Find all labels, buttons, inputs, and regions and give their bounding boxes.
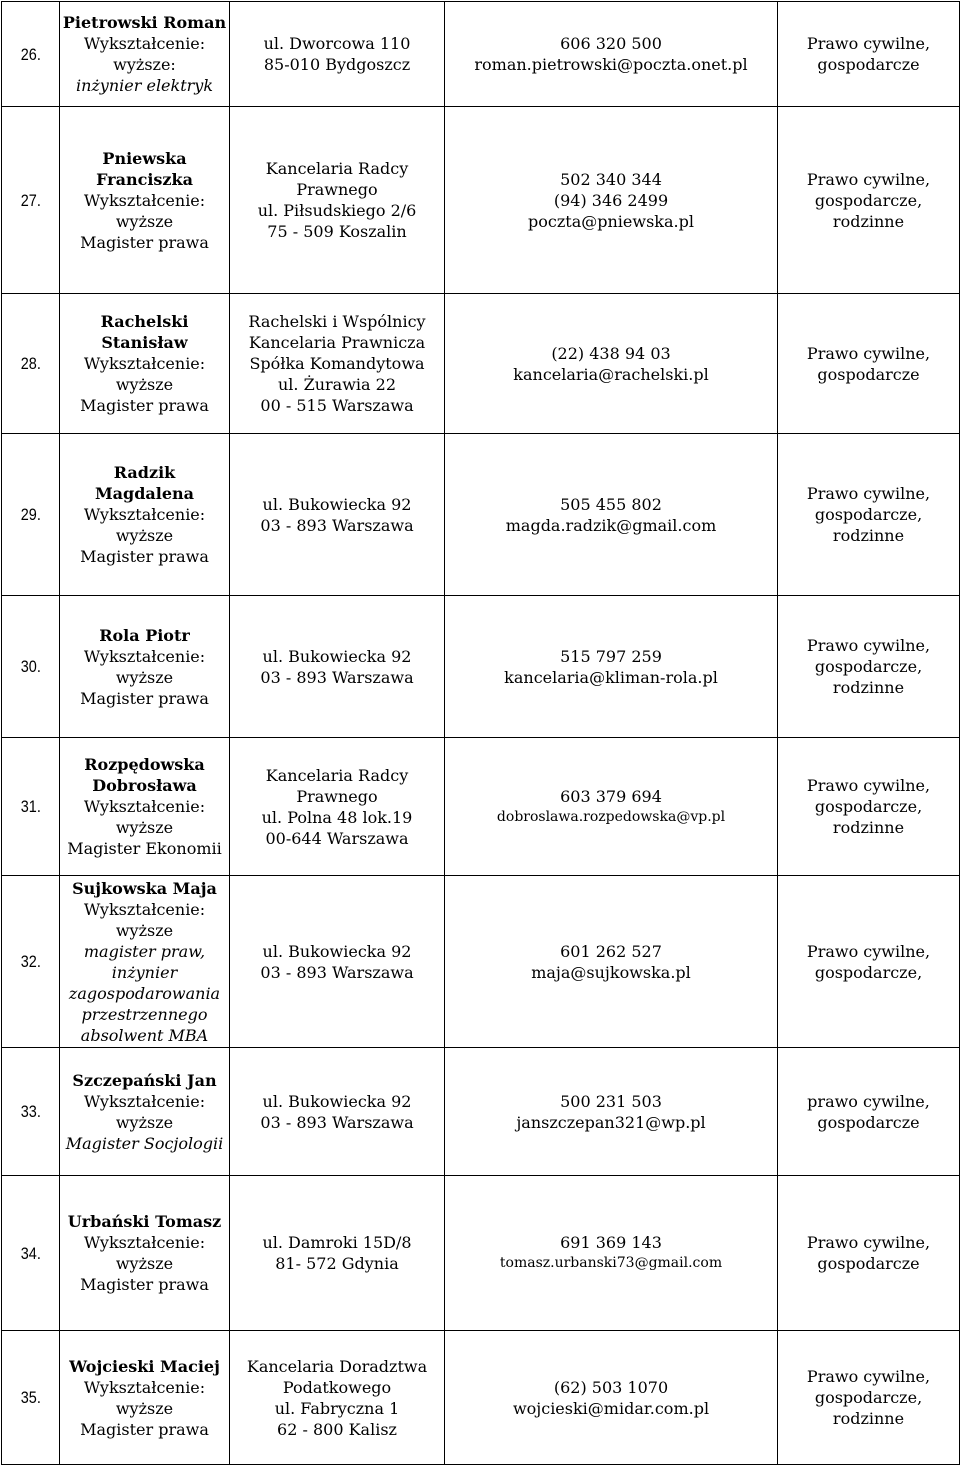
row-number-cell <box>2 876 60 1048</box>
person-cell <box>60 107 230 294</box>
person-cell <box>60 2 230 107</box>
education-label: Wykształcenie: <box>83 34 206 53</box>
specialization-cell <box>778 107 960 294</box>
degree: Magister Ekonomii <box>67 839 222 858</box>
contact-cell <box>445 876 778 1048</box>
person-cell <box>60 1048 230 1176</box>
specialization-cell <box>778 738 960 876</box>
degree: inżynier elektryk <box>75 76 214 95</box>
contact-cell <box>445 596 778 738</box>
degree-line: absolwent MBA <box>80 1025 209 1045</box>
row-number: 27. <box>20 190 41 210</box>
address-line: 03 - 893 Warszawa <box>260 962 414 982</box>
email-address: poczta@pniewska.pl <box>528 211 694 231</box>
address-line: ul. Damroki 15D/8 <box>262 1233 412 1252</box>
row-number: 33. <box>20 1102 41 1121</box>
address-line: Kancelaria Doradztwa <box>246 1356 428 1376</box>
specialization-line: gospodarcze, <box>814 1388 923 1407</box>
education-label: Wykształcenie: <box>83 1233 206 1252</box>
table-row <box>2 1048 960 1176</box>
row-number: 31. <box>20 797 41 816</box>
degree: Magister prawa <box>80 396 209 415</box>
education-label: Wykształcenie: <box>83 646 206 666</box>
specialization-cell <box>778 294 960 434</box>
row-number: 35. <box>20 1388 41 1407</box>
address-line: Kancelaria Prawnicza <box>248 333 426 352</box>
degree: Magister Socjologii <box>65 1133 224 1153</box>
specialization-line: Prawo cywilne, <box>806 636 931 655</box>
specialization-line: gospodarcze <box>817 364 920 384</box>
specialization-line: Prawo cywilne, <box>806 941 931 961</box>
address-line: 00-644 Warszawa <box>265 828 409 848</box>
address-line: ul. Bukowiecka 92 <box>262 646 412 666</box>
specialization-cell <box>778 1048 960 1176</box>
row-number: 32. <box>20 952 41 971</box>
row-number-cell <box>2 738 60 876</box>
education-label: wyższe <box>115 375 174 394</box>
specialization-line: rodzinne <box>832 818 905 837</box>
email-address: roman.pietrowski@poczta.onet.pl <box>474 55 748 74</box>
address-cell <box>230 738 445 876</box>
person-name: Radzik Magdalena <box>94 463 195 503</box>
contact-cell <box>445 2 778 107</box>
degree-line: zagospodarowania <box>68 983 221 1003</box>
specialization-line: rodzinne <box>832 526 905 545</box>
specialization-cell <box>778 2 960 107</box>
email-address: magda.radzik@gmail.com <box>505 515 717 535</box>
row-number-cell <box>2 596 60 738</box>
specialization-line: rodzinne <box>832 211 905 231</box>
education-label: Wykształcenie: <box>83 505 206 524</box>
address-line: ul. Żurawia 22 <box>278 375 396 394</box>
address-line: Kancelaria Radcy <box>265 765 409 785</box>
person-cell <box>60 294 230 434</box>
row-number: 28. <box>20 354 41 373</box>
person-cell <box>60 596 230 738</box>
address-line: ul. Piłsudskiego 2/6 <box>257 201 417 220</box>
specialization-line: Prawo cywilne, <box>806 34 931 53</box>
address-line: 62 - 800 Kalisz <box>277 1419 397 1439</box>
lawyers-table <box>1 1 960 1465</box>
address-line: ul. Polna 48 lok.19 <box>261 807 413 827</box>
row-number: 30. <box>20 657 41 676</box>
address-cell <box>230 294 445 434</box>
education-label: wyższe <box>115 1398 174 1418</box>
address-cell <box>230 876 445 1048</box>
contact-cell <box>445 107 778 294</box>
specialization-line: Prawo cywilne, <box>806 1233 931 1252</box>
table-row <box>2 876 960 1048</box>
table-row <box>2 1176 960 1331</box>
address-line: Podatkowego <box>282 1377 392 1397</box>
phone-number: (94) 346 2499 <box>553 190 669 210</box>
address-cell <box>230 596 445 738</box>
row-number-cell <box>2 2 60 107</box>
education-label: wyższe <box>115 920 174 940</box>
person-name: Pietrowski Roman <box>62 13 227 32</box>
row-number: 26. <box>20 44 41 64</box>
degree-line: magister praw, <box>83 941 206 961</box>
specialization-line: Prawo cywilne, <box>806 1367 931 1386</box>
email-address: kancelaria@rachelski.pl <box>513 364 709 384</box>
specialization-cell <box>778 434 960 596</box>
education-label: wyższe <box>115 1112 174 1132</box>
education-label: Wykształcenie: <box>83 899 206 919</box>
phone-number: (22) 438 94 03 <box>551 343 671 363</box>
email-address: tomasz.urbanski73@gmail.com <box>499 1255 723 1271</box>
person-name: Rola Piotr <box>99 625 190 645</box>
education-label: wyższe <box>115 1254 174 1273</box>
address-cell <box>230 1048 445 1176</box>
person-name: Rachelski Stanisław <box>100 312 189 352</box>
address-line: 03 - 893 Warszawa <box>260 667 414 687</box>
address-line: 00 - 515 Warszawa <box>260 396 414 415</box>
row-number-cell <box>2 434 60 596</box>
degree: Magister prawa <box>80 1275 209 1294</box>
phone-number: 601 262 527 <box>560 941 662 961</box>
address-line: ul. Fabryczna 1 <box>274 1398 400 1418</box>
email-address: kancelaria@kliman-rola.pl <box>504 667 718 687</box>
address-line: 81- 572 Gdynia <box>275 1254 399 1273</box>
row-number-cell <box>2 1331 60 1465</box>
specialization-line: gospodarcze, <box>814 657 923 676</box>
email-address: maja@sujkowska.pl <box>531 962 691 982</box>
degree-line: inżynier <box>111 962 178 982</box>
phone-number: 691 369 143 <box>560 1233 662 1252</box>
degree: Magister prawa <box>80 547 209 566</box>
table-row <box>2 294 960 434</box>
table-row <box>2 596 960 738</box>
lawyers-table-body <box>2 2 960 1465</box>
specialization-line: Prawo cywilne, <box>806 484 931 503</box>
degree: Magister prawa <box>80 232 209 252</box>
address-line: Prawnego <box>296 786 378 806</box>
phone-number: 515 797 259 <box>560 646 662 666</box>
phone-number: 603 379 694 <box>560 786 662 806</box>
specialization-cell <box>778 1176 960 1331</box>
specialization-line: gospodarcze, <box>814 190 923 210</box>
address-line: 75 - 509 Koszalin <box>267 222 407 241</box>
specialization-line: prawo cywilne, <box>807 1091 930 1111</box>
email-address: wojcieski@midar.com.pl <box>512 1398 710 1418</box>
person-name: Pniewska Franciszka <box>96 148 193 189</box>
person-cell <box>60 1176 230 1331</box>
phone-number: 500 231 503 <box>560 1091 662 1111</box>
specialization-line: gospodarcze, <box>814 797 923 816</box>
specialization-cell <box>778 1331 960 1465</box>
contact-cell <box>445 434 778 596</box>
person-cell <box>60 434 230 596</box>
row-number-cell <box>2 1048 60 1176</box>
address-cell <box>230 107 445 294</box>
address-line: 03 - 893 Warszawa <box>260 1112 414 1132</box>
person-name: Sujkowska Maja <box>72 878 217 898</box>
address-line: Spółka Komandytowa <box>249 354 425 373</box>
specialization-line: Prawo cywilne, <box>806 343 931 363</box>
address-cell <box>230 434 445 596</box>
person-name: Rozpędowska Dobrosława <box>84 755 205 795</box>
address-cell <box>230 1176 445 1331</box>
person-name: Szczepański Jan <box>72 1070 217 1090</box>
specialization-line: gospodarcze <box>817 1112 920 1132</box>
row-number: 34. <box>20 1243 41 1263</box>
person-name: Urbański Tomasz <box>67 1212 222 1231</box>
person-cell <box>60 738 230 876</box>
person-name: Wojcieski Maciej <box>69 1356 220 1376</box>
education-label: Wykształcenie: <box>83 190 206 210</box>
education-label: Wykształcenie: <box>83 1091 206 1111</box>
specialization-line: Prawo cywilne, <box>806 169 931 189</box>
contact-cell <box>445 738 778 876</box>
row-number-cell <box>2 1176 60 1331</box>
specialization-line: gospodarcze, <box>814 962 923 982</box>
education-label: Wykształcenie: <box>83 797 206 816</box>
address-cell <box>230 2 445 107</box>
email-address: janszczepan321@wp.pl <box>516 1112 706 1132</box>
education-label: wyższe <box>115 526 174 545</box>
specialization-line: rodzinne <box>832 1409 905 1428</box>
address-line: Prawnego <box>296 180 378 199</box>
degree-line: przestrzennego <box>81 1004 208 1024</box>
education-label: wyższe: <box>113 55 176 74</box>
education-label: wyższe <box>115 667 174 687</box>
education-label: Wykształcenie: <box>83 1377 206 1397</box>
specialization-line: gospodarcze <box>817 55 920 74</box>
email-address: dobroslawa.rozpedowska@vp.pl <box>496 808 726 825</box>
specialization-line: rodzinne <box>832 678 905 697</box>
specialization-line: gospodarcze, <box>814 505 923 524</box>
address-line: ul. Bukowiecka 92 <box>262 1091 412 1111</box>
person-cell <box>60 876 230 1048</box>
phone-number: 606 320 500 <box>560 34 662 53</box>
address-line: ul. Dworcowa 110 <box>263 34 411 53</box>
specialization-line: Prawo cywilne, <box>806 776 931 795</box>
table-row <box>2 107 960 294</box>
phone-number: 502 340 344 <box>560 169 662 189</box>
table-row <box>2 2 960 107</box>
row-number-cell <box>2 294 60 434</box>
address-line: Rachelski i Wspólnicy <box>248 312 426 331</box>
row-number-cell <box>2 107 60 294</box>
contact-cell <box>445 1331 778 1465</box>
contact-cell <box>445 1176 778 1331</box>
contact-cell <box>445 294 778 434</box>
education-label: wyższe <box>115 818 174 837</box>
contact-cell <box>445 1048 778 1176</box>
education-label: wyższe <box>115 211 174 231</box>
address-line: ul. Bukowiecka 92 <box>262 494 412 514</box>
address-line: 03 - 893 Warszawa <box>260 515 414 535</box>
specialization-line: gospodarcze <box>817 1254 920 1273</box>
phone-number: 505 455 802 <box>560 494 662 514</box>
specialization-cell <box>778 596 960 738</box>
person-cell <box>60 1331 230 1465</box>
table-row <box>2 1331 960 1465</box>
phone-number: (62) 503 1070 <box>553 1377 669 1397</box>
specialization-cell <box>778 876 960 1048</box>
address-line: ul. Bukowiecka 92 <box>262 941 412 961</box>
address-line: 85-010 Bydgoszcz <box>263 55 411 74</box>
table-row <box>2 434 960 596</box>
degree: Magister prawa <box>80 1419 209 1439</box>
education-label: Wykształcenie: <box>83 354 206 373</box>
address-cell <box>230 1331 445 1465</box>
address-line: Kancelaria Radcy <box>265 159 409 178</box>
degree: Magister prawa <box>80 688 209 708</box>
row-number: 29. <box>20 505 41 524</box>
table-row <box>2 738 960 876</box>
